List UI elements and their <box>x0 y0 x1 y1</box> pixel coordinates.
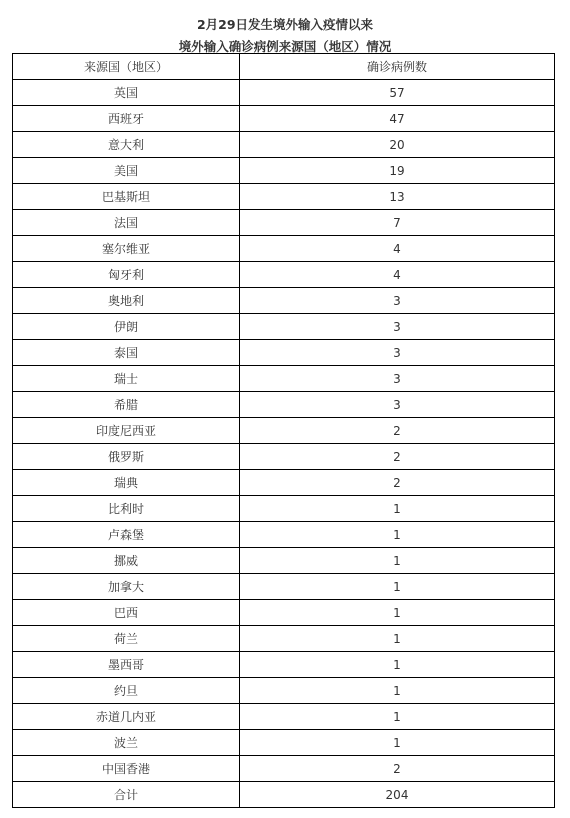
country-cell: 塞尔维亚 <box>13 236 240 262</box>
case-count-cell: 19 <box>240 158 555 184</box>
table-row <box>13 236 555 262</box>
country-cell: 奥地利 <box>13 288 240 314</box>
table-row <box>13 288 555 314</box>
table-row <box>13 366 555 392</box>
case-count-cell: 7 <box>240 210 555 236</box>
case-count-cell: 4 <box>240 262 555 288</box>
table-row <box>13 730 555 756</box>
country-cell: 希腊 <box>13 392 240 418</box>
case-count-cell: 3 <box>240 366 555 392</box>
table-row <box>13 652 555 678</box>
table-row <box>13 418 555 444</box>
table-row <box>13 756 555 782</box>
country-cell: 卢森堡 <box>13 522 240 548</box>
country-cell: 波兰 <box>13 730 240 756</box>
header-source-country: 来源国（地区） <box>13 54 240 80</box>
country-cell: 意大利 <box>13 132 240 158</box>
case-count-cell: 1 <box>240 548 555 574</box>
case-count-cell: 3 <box>240 314 555 340</box>
table-row <box>13 678 555 704</box>
country-cell: 匈牙利 <box>13 262 240 288</box>
table-row <box>13 522 555 548</box>
table-row <box>13 340 555 366</box>
case-count-cell: 1 <box>240 574 555 600</box>
country-cell: 巴基斯坦 <box>13 184 240 210</box>
case-count-cell: 1 <box>240 730 555 756</box>
case-count-cell: 1 <box>240 678 555 704</box>
country-cell: 加拿大 <box>13 574 240 600</box>
table-header-row <box>13 54 555 80</box>
country-cell: 挪威 <box>13 548 240 574</box>
table-row <box>13 210 555 236</box>
table-row <box>13 80 555 106</box>
country-cell: 伊朗 <box>13 314 240 340</box>
case-count-cell: 57 <box>240 80 555 106</box>
table-row <box>13 184 555 210</box>
table-title: 境外输入确诊病例来源国（地区）情况 <box>178 39 392 54</box>
table-row <box>13 496 555 522</box>
total-count: 204 <box>240 782 555 808</box>
table-row <box>13 704 555 730</box>
country-cell: 瑞典 <box>13 470 240 496</box>
case-count-cell: 1 <box>240 652 555 678</box>
case-count-cell: 1 <box>240 522 555 548</box>
total-label: 合计 <box>13 782 240 808</box>
case-count-cell: 2 <box>240 418 555 444</box>
case-count-cell: 1 <box>240 496 555 522</box>
table-row <box>13 574 555 600</box>
country-cell: 俄罗斯 <box>13 444 240 470</box>
case-count-cell: 3 <box>240 392 555 418</box>
table-row <box>13 626 555 652</box>
country-cell: 英国 <box>13 80 240 106</box>
table-row <box>13 106 555 132</box>
total-row <box>13 782 555 808</box>
table-row <box>13 132 555 158</box>
table-row <box>13 392 555 418</box>
case-count-cell: 3 <box>240 288 555 314</box>
case-count-cell: 1 <box>240 704 555 730</box>
table-row <box>13 548 555 574</box>
country-cell: 法国 <box>13 210 240 236</box>
case-count-cell: 3 <box>240 340 555 366</box>
document-title: 2月29日发生境外输入疫情以来 <box>196 17 374 32</box>
import-cases-table <box>12 53 555 808</box>
case-count-cell: 13 <box>240 184 555 210</box>
country-cell: 比利时 <box>13 496 240 522</box>
table-row <box>13 444 555 470</box>
case-count-cell: 20 <box>240 132 555 158</box>
table-row <box>13 158 555 184</box>
country-cell: 美国 <box>13 158 240 184</box>
case-count-cell: 47 <box>240 106 555 132</box>
table-body <box>13 54 555 808</box>
country-cell: 印度尼西亚 <box>13 418 240 444</box>
table-row <box>13 470 555 496</box>
case-count-cell: 2 <box>240 444 555 470</box>
case-count-cell: 4 <box>240 236 555 262</box>
country-cell: 墨西哥 <box>13 652 240 678</box>
country-cell: 瑞士 <box>13 366 240 392</box>
case-count-cell: 2 <box>240 756 555 782</box>
table-row <box>13 262 555 288</box>
country-cell: 约旦 <box>13 678 240 704</box>
case-count-cell: 1 <box>240 626 555 652</box>
country-cell: 巴西 <box>13 600 240 626</box>
country-cell: 泰国 <box>13 340 240 366</box>
table-row <box>13 314 555 340</box>
country-cell: 赤道几内亚 <box>13 704 240 730</box>
header-case-count: 确诊病例数 <box>240 54 555 80</box>
country-cell: 荷兰 <box>13 626 240 652</box>
table-row <box>13 600 555 626</box>
country-cell: 西班牙 <box>13 106 240 132</box>
country-cell: 中国香港 <box>13 756 240 782</box>
case-count-cell: 1 <box>240 600 555 626</box>
case-count-cell: 2 <box>240 470 555 496</box>
